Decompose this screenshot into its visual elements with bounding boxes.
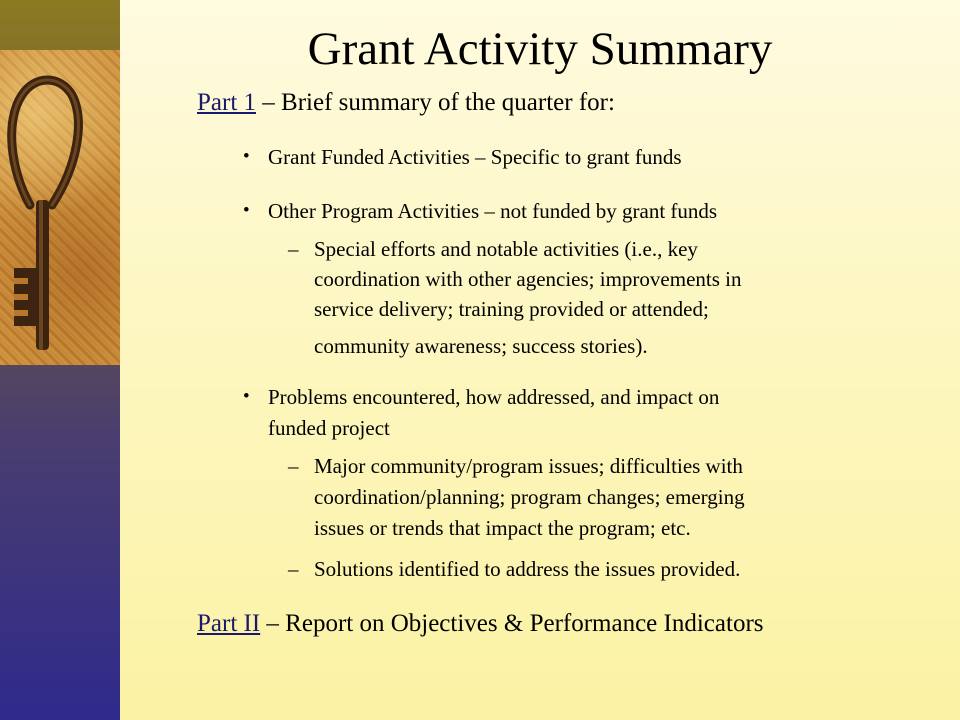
sub-special-efforts-line: Special efforts and notable activities (i.e., key: [314, 237, 698, 261]
part1-text: – Brief summary of the quarter for:: [256, 89, 615, 116]
bullet-problems-line: funded project: [268, 416, 390, 440]
part1-link[interactable]: Part 1: [197, 89, 257, 116]
sub-major-issues-line: coordination/planning; program changes; emerging: [314, 485, 745, 509]
part1-heading: [197, 88, 615, 118]
bullet-icon: •: [243, 386, 250, 407]
key-icon: [0, 50, 120, 365]
bullet-other-program: Other Program Activities – not funded by grant funds: [268, 199, 718, 223]
sub-special-efforts-line: community awareness; success stories).: [314, 334, 648, 358]
skeleton-key-image: [0, 50, 120, 365]
dash-icon: –: [288, 237, 299, 261]
dash-icon: –: [288, 454, 299, 478]
sub-major-issues-line: Major community/program issues; difficulties with: [314, 454, 743, 478]
bullet-icon: •: [243, 146, 250, 167]
part2-text: – Report on Objectives & Performance Indicators: [260, 610, 764, 637]
sub-special-efforts-line: coordination with other agencies; improvements in: [314, 267, 742, 291]
bullet-icon: •: [243, 200, 250, 221]
sub-special-efforts-line: service delivery; training provided or attended;: [314, 297, 709, 321]
bullet-problems-line: Problems encountered, how addressed, and impact on: [268, 385, 720, 409]
part2-link[interactable]: Part II: [197, 610, 261, 637]
bullet-grant-funded: Grant Funded Activities – Specific to grant funds: [268, 145, 682, 169]
sub-solutions-line: Solutions identified to address the issues provided.: [314, 557, 741, 581]
sub-major-issues-line: issues or trends that impact the program; etc.: [314, 516, 691, 540]
dash-icon: –: [288, 557, 299, 581]
slide-title: Grant Activity Summary: [307, 23, 773, 75]
part2-heading: [197, 609, 764, 639]
